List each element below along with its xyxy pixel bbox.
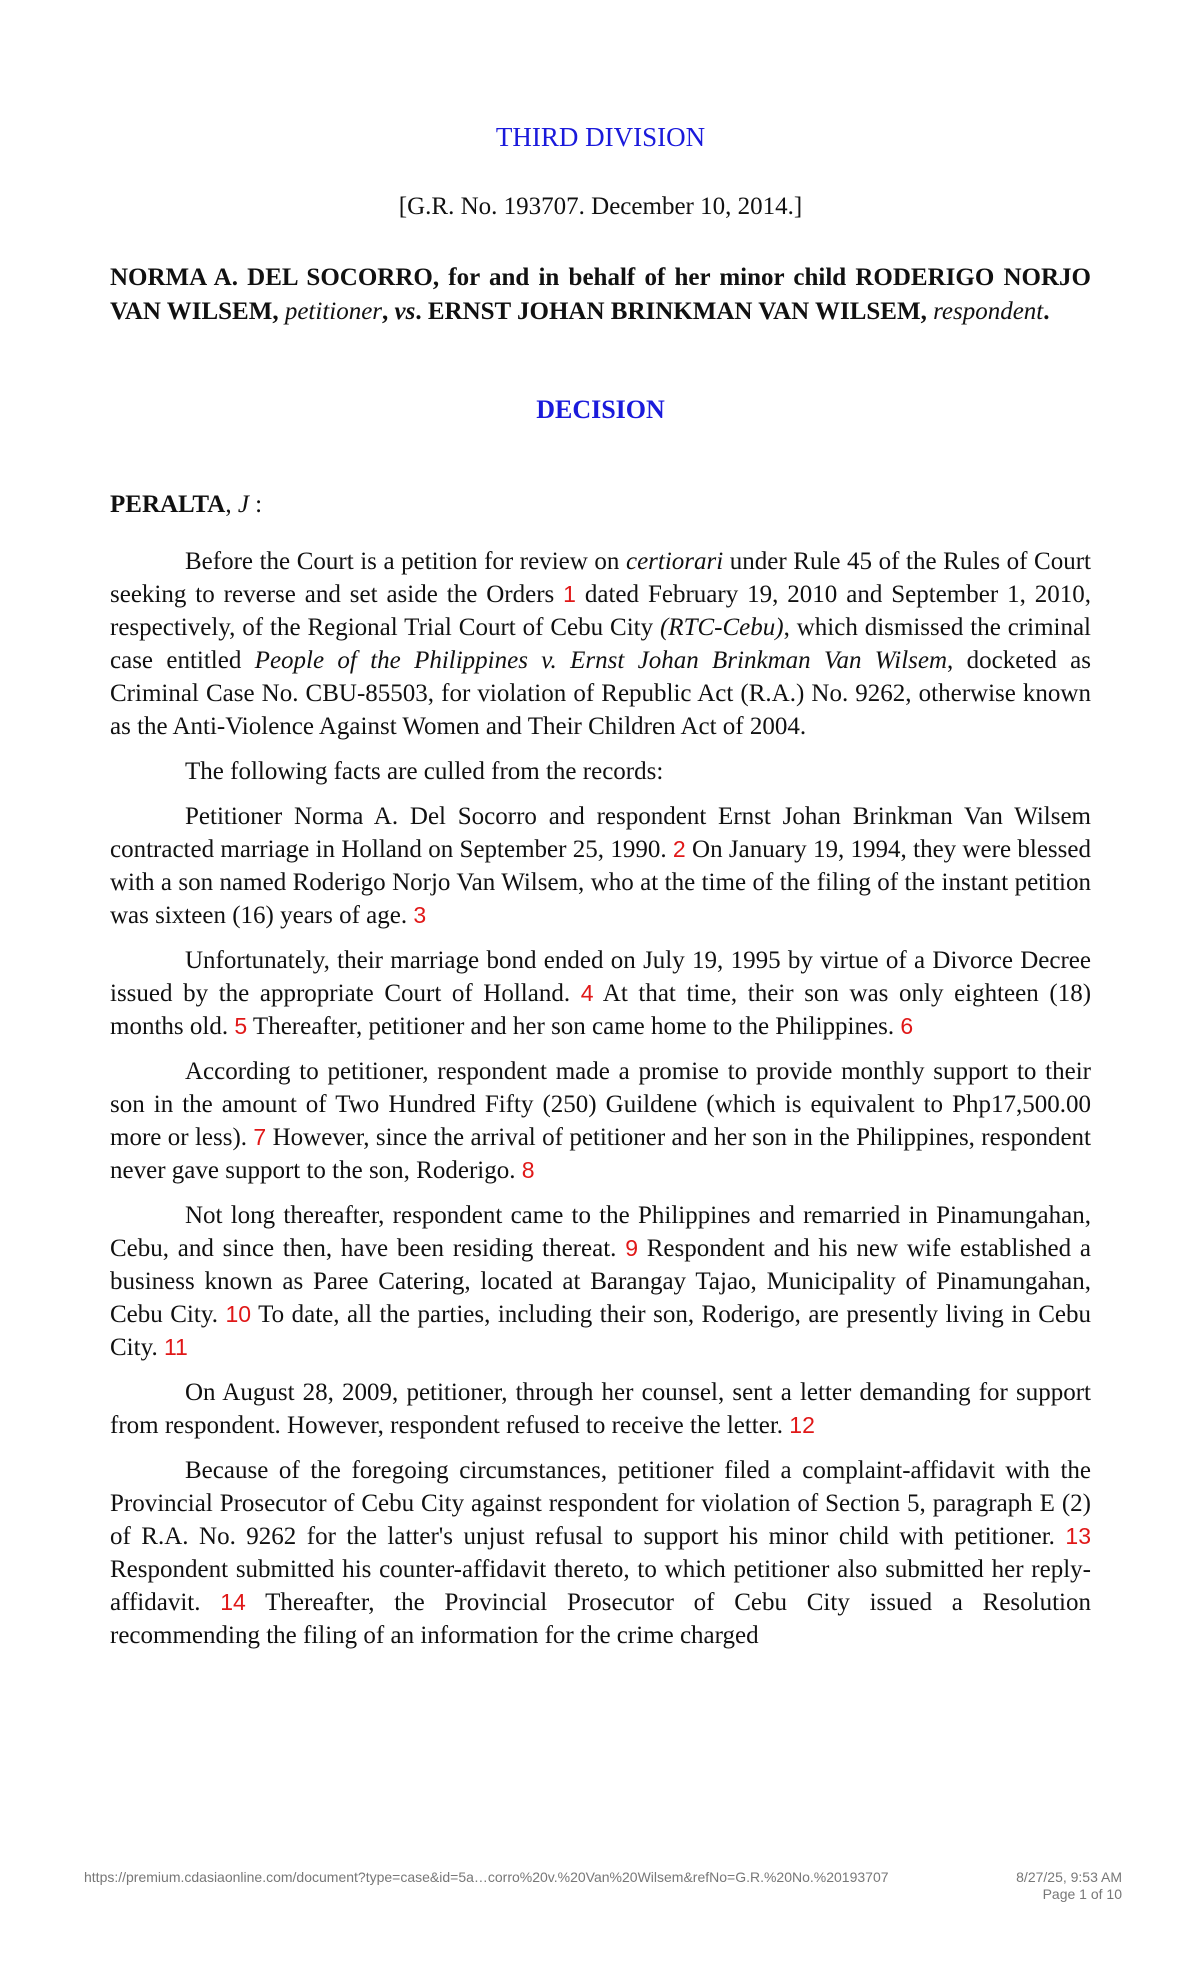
footnote-link-14[interactable]: 14 [220,1589,246,1615]
paragraph-6 [110,1199,1091,1364]
footnote-link-3[interactable]: 3 [413,902,427,928]
text-run: To date, all the parties, including their son, Roderigo, are presently living in Cebu City. [110,1301,1092,1361]
paragraph-4 [110,944,1091,1043]
ponente: PERALTA, J : [110,491,263,518]
footnote-link-8[interactable]: 8 [521,1157,535,1183]
text-run-italic: certiorari [625,548,724,575]
footnote-link-12[interactable]: 12 [789,1412,815,1438]
footnote-link-10[interactable]: 10 [225,1301,252,1327]
petitioner-role: petitioner [284,298,383,325]
respondent-name: ERNST JOHAN BRINKMAN VAN WILSEM [427,298,921,325]
footnote-link-1[interactable]: 1 [563,581,576,607]
text-run: under Rule 45 of the Rules of Court seeking to reverse and set aside the Orders [110,548,1091,608]
text-run: dated February 19, 2010 and September 1, 2010, respectively, of the Regional Trial Court of Cebu City [110,581,1091,641]
text-run: According to petitioner, respondent made a promise to provide monthly support to their son in the amount of Two Hundred Fifty (250) Guildene (which is equivalent to Php17,500.00 more or less). [110,1058,1091,1151]
text-run: Petitioner Norma A. Del Socorro and respondent Ernst Johan Brinkman Van Wilsem contracted marriage in Holland on September 25, 1990. [110,803,1091,863]
text-run: Thereafter, the Provincial Prosecutor of Cebu City issued a Resolution recommending the filing of an information for the crime charged [110,1589,1091,1649]
ponente-title: J [237,491,249,518]
footnote-link-9[interactable]: 9 [625,1235,638,1261]
footnote-link-5[interactable]: 5 [234,1013,248,1039]
case-number: [G.R. No. 193707. December 10, 2014.] [398,193,803,220]
paragraph-5 [110,1055,1091,1187]
footnote-link-7[interactable]: 7 [253,1124,267,1150]
footnote-link-11[interactable]: 11 [163,1334,188,1360]
text-run: Before the Court is a petition for review on [185,548,626,575]
text-run: Unfortunately, their marriage bond ended on July 19, 1995 by virtue of a Divorce Decree issued by the appropriate Court of Holland. [110,947,1091,1007]
text-run: Respondent submitted his counter-affidavit thereto, to which petitioner also submitted her reply-affidavit. [110,1556,1091,1616]
text-run: Because of the foregoing circumstances, petitioner filed a complaint-affidavit with the Provincial Prosecutor of Cebu City against respondent for violation of Section 5, paragraph E (2) of R.A. No. 9262 for the latter's unjust refusal to support his minor child with petitioner. [110,1457,1091,1550]
text-run: However, since the arrival of petitioner and her son in the Philippines, respondent never gave support to the son, Roderigo. [110,1124,1091,1184]
text-run-italic: People of the Philippines v. Ernst Johan Brinkman Van Wilsem [254,647,948,674]
text-run: At that time, their son was only eighteen (18) months old. [110,980,1092,1040]
decision-heading: DECISION [536,395,665,424]
text-run: , which dismissed the criminal case entitled [110,614,1091,674]
respondent-role: respondent [933,298,1044,325]
footer-url: https://premium.cdasiaonline.com/document?type=case&id=5a…corro%20v.%20Van%20Wilsem&refNo=G.R.%20No.%20193707 [84,1869,889,1885]
text-run: Thereafter, petitioner and her son came home to the Philippines. [247,1013,895,1040]
text-run: , docketed as Criminal Case No. CBU-85503, for violation of Republic Act (R.A.) No. 9262, otherwise known as the Anti-Violence Against Women and Their Children Act of 2004. [110,647,1092,740]
text-run-italic: (RTC-Cebu) [659,614,784,641]
footnote-link-13[interactable]: 13 [1065,1523,1091,1549]
case-caption: NORMA A. DEL SOCORRO, for and in behalf of her minor child RODERIGO NORJO VAN WILSEM, petitioner, vs. ERNST JOHAN BRINKMAN VAN WILSEM, respondent. [110,264,1091,325]
text-run: On January 19, 1994, they were blessed with a son named Roderigo Norjo Van Wilsem, who at the time of the filing of the instant petition was sixteen (16) years of age. [110,836,1091,929]
footnote-link-2[interactable]: 2 [672,836,686,862]
text-run: Not long thereafter, respondent came to the Philippines and remarried in Pinamungahan, Cebu, and since then, have been residing thereat. [110,1202,1091,1262]
document-body [110,122,1091,1664]
petitioner-name: NORMA A. DEL SOCORRO, for and in behalf of her minor child RODERIGO NORJO VAN WILSEM [110,264,1091,325]
text-run: On August 28, 2009, petitioner, through her counsel, sent a letter demanding for support from respondent. However, respondent refused to receive the letter. [110,1379,1091,1439]
ponente-name: PERALTA [110,491,226,518]
paragraph-2: The following facts are culled from the records: [185,758,664,785]
print-datetime: 8/27/25, 9:53 AM [1016,1869,1122,1885]
versus: vs [394,298,416,325]
footnote-link-4[interactable]: 4 [580,980,594,1006]
footer-info [1016,1869,1122,1903]
paragraph-3 [110,800,1091,932]
paragraph-7 [110,1376,1091,1442]
paragraph-1 [110,545,1091,743]
text-run: Respondent and his new wife established a business known as Paree Catering, located at Barangay Tajao, Municipality of Pinamungahan, Cebu City. [110,1235,1091,1328]
page-number: Page 1 of 10 [1042,1886,1122,1902]
division-heading: THIRD DIVISION [495,122,706,152]
paragraph-8 [110,1454,1091,1652]
footnote-link-6[interactable]: 6 [900,1013,914,1039]
